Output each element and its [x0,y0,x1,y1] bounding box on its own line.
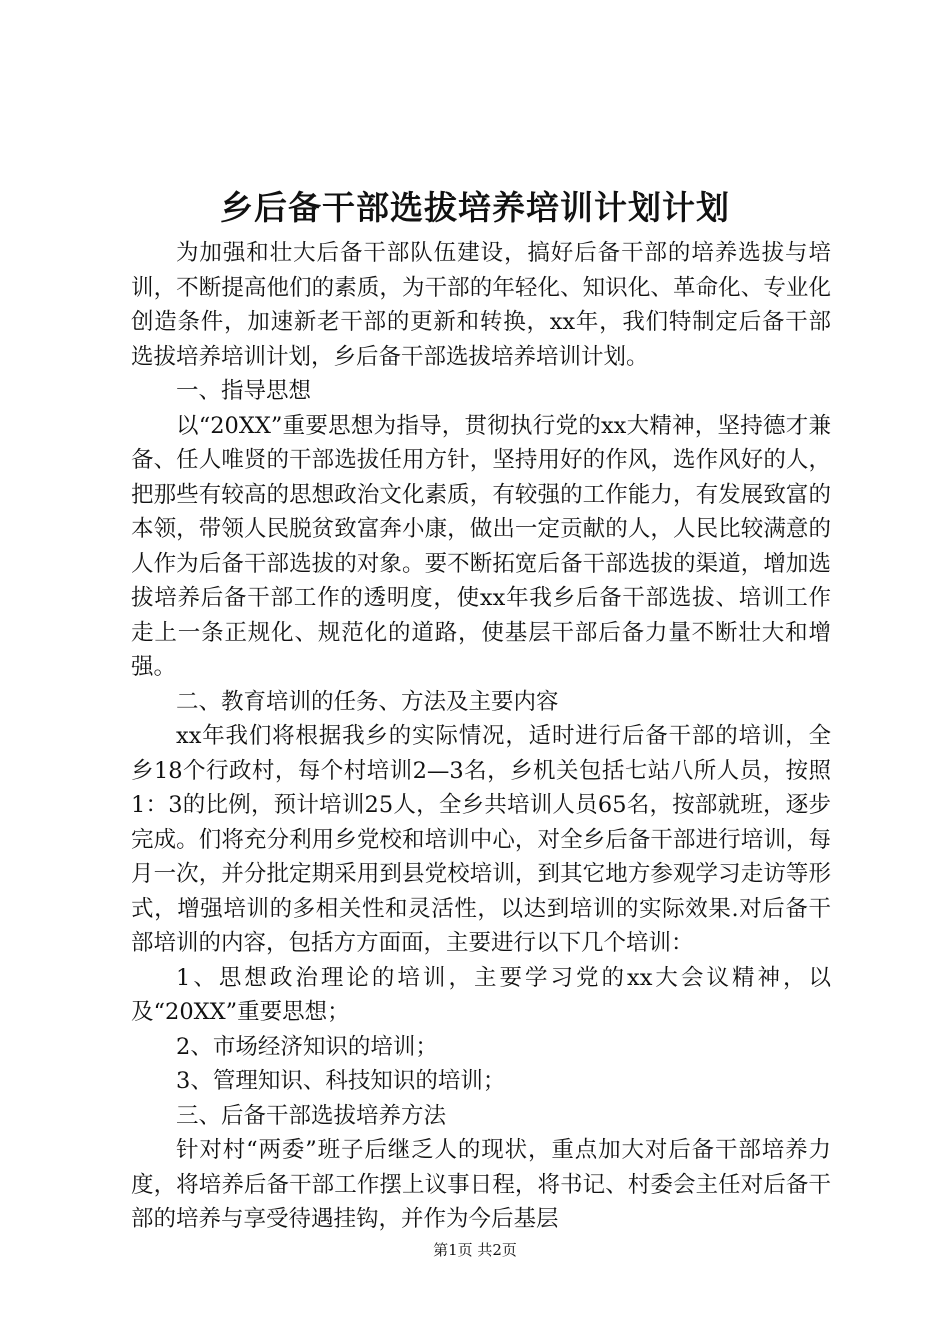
section-heading-guiding-ideology: 一、指导思想 [176,378,312,404]
document-body [131,236,831,1237]
paragraph-training-tasks: xx年我们将根据我乡的实际情况，适时进行后备干部的培训，全乡18个行政村，每个村培训2—3名，乡机关包括七站八所人员，按照1：3的比例，预计培训25人，全乡共培训人员65名，按部就班，逐步完成。们将充分利用乡党校和培训中心，对全乡后备干部进行培训，每月一次，并分批定期采用到县党校培训，到其它地方参观学习走访等形式，增强培训的多相关性和灵活性，以达到培训的实际效果.对后备干部培训的内容，包括方方面面，主要进行以下几个培训： [131,723,831,956]
paragraph-selection-methods: 针对村“两委”班子后继乏人的现状，重点加大对后备干部培养力度，将培养后备干部工作摆上议事日程，将书记、村委会主任对后备干部的培养与享受待遇挂钩，并作为今后基层 [131,1137,831,1232]
paragraph-guiding-ideology: 以“20XX”重要思想为指导，贯彻执行党的xx大精神，坚持德才兼备、任人唯贤的干部选拔任用方针，坚持用好的作风，选作风好的人，把那些有较高的思想政治文化素质，有较强的工作能力，有发展致富的本领，带领人民脱贫致富奔小康，做出一定贡献的人，人民比较满意的人作为后备干部选拔的对象。要不断拓宽后备干部选拔的渠道，增加选拔培养后备干部工作的透明度，使xx年我乡后备干部选拔、培训工作走上一条正规化、规范化的道路，使基层干部后备力量不断壮大和增强。 [131,412,831,680]
page-footer: 第1页 共2页 [433,1241,517,1259]
list-item-market-economy: 2、市场经济知识的培训； [176,1033,438,1060]
section-heading-training-tasks: 二、教育培训的任务、方法及主要内容 [176,688,559,715]
section-heading-selection-methods: 三、后备干部选拔培养方法 [176,1102,447,1129]
list-item-management-tech: 3、管理知识、科技知识的培训； [176,1068,506,1094]
document-title: 乡后备干部选拔培养培训计划计划 [220,188,730,227]
paragraph-intro: 为加强和壮大后备干部队伍建设，搞好后备干部的培养选拔与培训，不断提高他们的素质，为干部的年轻化、知识化、革命化、专业化创造条件，加速新老干部的更新和转换，xx年，我们特制定后备干部选拔培养培训计划，乡后备干部选拔培养培训计划。 [131,240,831,370]
list-item-political-theory: 1、思想政治理论的培训，主要学习党的xx大会议精神，以及“20XX”重要思想； [131,964,831,1025]
